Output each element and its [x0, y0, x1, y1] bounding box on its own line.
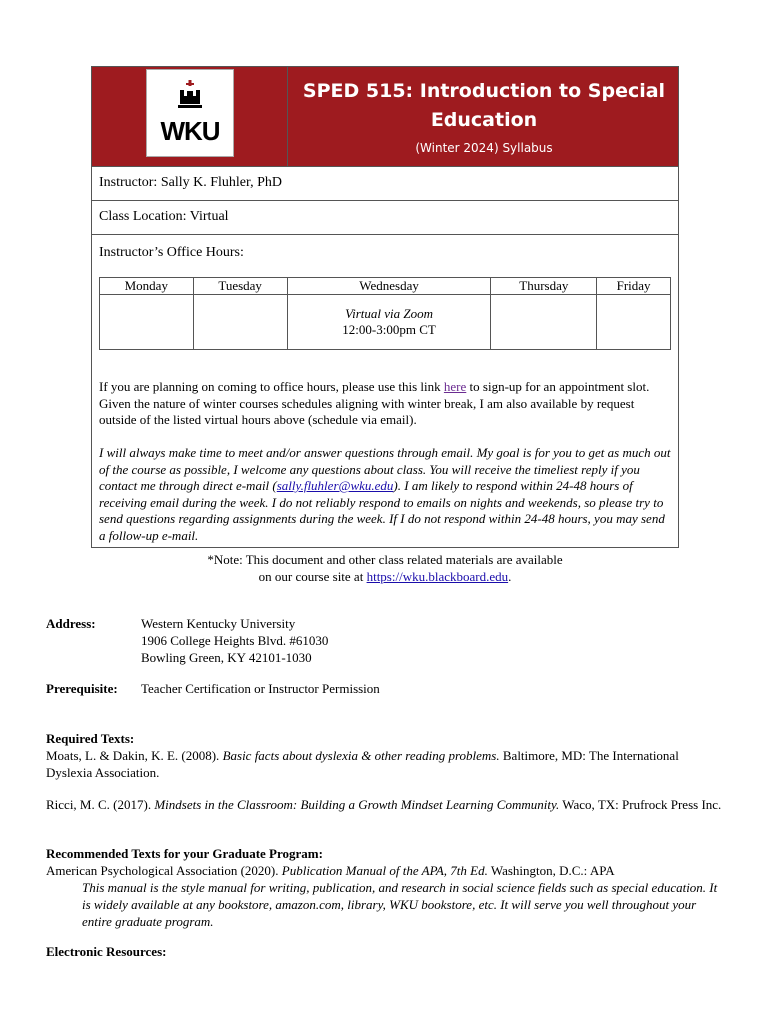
- required-texts-heading: Required Texts:: [46, 731, 135, 746]
- day-header: Tuesday: [193, 278, 287, 295]
- day-header: Wednesday: [287, 278, 491, 295]
- signup-link[interactable]: here: [443, 379, 467, 394]
- location-text: Class Location: Virtual: [99, 209, 229, 224]
- location-row: [92, 201, 678, 235]
- logo-cell: [92, 67, 288, 166]
- recommended-ref: American Psychological Association (2020). Publication Manual of the APA, 7th Ed. Washington, D.C.: APA: [46, 863, 615, 878]
- address-label: Address:: [46, 616, 96, 631]
- cupola-icon: [175, 80, 205, 112]
- required-ref-2: Ricci, M. C. (2017). Mindsets in the Classroom: Building a Growth Mindset Learning Community. Waco, TX: Prufrock Press Inc.: [46, 797, 722, 812]
- required-texts: [46, 730, 726, 813]
- wednesday-cell: [287, 295, 491, 350]
- email-link[interactable]: sally.fluhler@wku.edu: [276, 478, 394, 493]
- prerequisite-value: Teacher Certification or Instructor Permission: [141, 681, 380, 696]
- wednesday-time: 12:00-3:00pm CT: [342, 322, 436, 337]
- email-paragraph: I will always make time to meet and/or answer questions through email. My goal is for you to get as much out of the course as possible, I welcome any questions about class. You will receive the timeliest reply if you contact me through direct e-mail (sally.fluhler@wku.edu). I am likely to respond within 24-48 hours of receiving email during the week. I do not reliably respond to emails on nights and weekends, so please try to send questions regarding assignments during the week. If I do not respond within 24-48 hours, you may send a follow-up e-mail.: [99, 445, 671, 543]
- prerequisite-label: Prerequisite:: [46, 681, 118, 696]
- office-hours-table: [99, 277, 671, 350]
- day-header: Friday: [597, 278, 671, 295]
- friday-cell: [597, 295, 671, 350]
- monday-cell: [100, 295, 194, 350]
- course-subtitle: (Winter 2024) Syllabus: [415, 141, 553, 155]
- tuesday-cell: [193, 295, 287, 350]
- wednesday-mode: Virtual via Zoom: [345, 306, 433, 321]
- recommended-heading: Recommended Texts for your Graduate Program:: [46, 846, 323, 861]
- electronic-resources-heading: Electronic Resources:: [46, 944, 167, 959]
- title-banner: [92, 67, 678, 167]
- office-hours-paragraph: If you are planning on coming to office hours, please use this link here to sign-up for an appointment slot. Given the nature of winter courses schedules aligning with winter break, I am also available by request outside of the listed virtual hours above (schedule via email).: [99, 379, 650, 427]
- syllabus-header-box: [91, 66, 679, 548]
- course-title: SPED 515: Introduction to Special Education: [302, 80, 666, 131]
- course-site-note: *Note: This document and other class related materials are available on our course site at https://wku.blackboard.edu.: [207, 552, 563, 584]
- recommended-description: This manual is the style manual for writing, publication, and research in social science fields such as special education. It is widely available at any bookstore, amazon.com, library, WKU bookstore, etc. It will serve you well throughout your entire graduate program.: [82, 880, 718, 929]
- logo-wordmark: WKU: [160, 116, 220, 146]
- address-value: Western Kentucky University 1906 College Heights Blvd. #61030 Bowling Green, KY 42101-1030: [141, 616, 329, 665]
- thursday-cell: [491, 295, 597, 350]
- instructor-row: [92, 167, 678, 201]
- blackboard-link[interactable]: https://wku.blackboard.edu: [366, 569, 509, 584]
- recommended-texts: [46, 845, 726, 930]
- day-header: Monday: [100, 278, 194, 295]
- office-hours-label: Instructor’s Office Hours:: [99, 245, 244, 260]
- day-header: Thursday: [491, 278, 597, 295]
- wku-logo: [146, 69, 234, 157]
- instructor-text: Instructor: Sally K. Fluhler, PhD: [99, 175, 282, 190]
- required-ref-1: Moats, L. & Dakin, K. E. (2008). Basic facts about dyslexia & other reading problems. Baltimore, MD: The International Dyslexia Association.: [46, 748, 679, 780]
